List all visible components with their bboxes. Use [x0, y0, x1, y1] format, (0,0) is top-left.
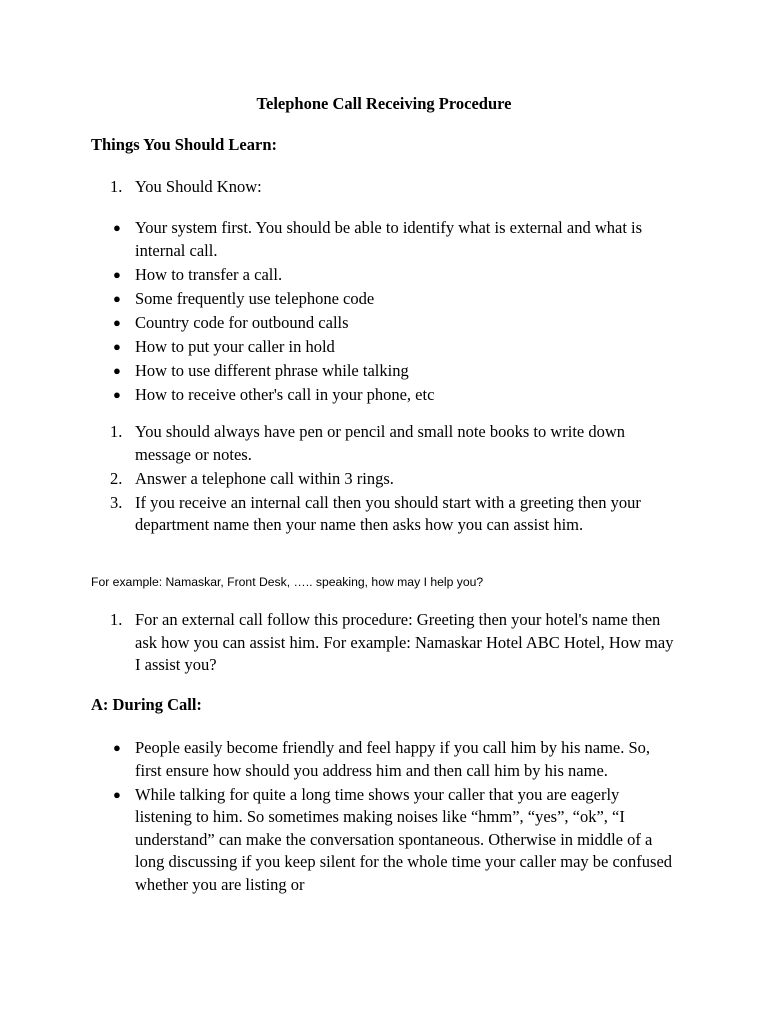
list-item — [0, 264, 680, 287]
list-item-text: If you receive an internal call then you should start with a greeting then your department name then your name then asks how you can assist him. — [135, 492, 641, 534]
list-item-text: People easily become friendly and feel happy if you call him by his name. So, first ensure how should you address him and then call him by his name. — [135, 738, 651, 780]
list-number: 3. — [110, 492, 123, 512]
example-note: For example: Namaskar, Front Desk, ….. speaking, how may I help you? — [91, 575, 484, 589]
list-external — [0, 609, 768, 678]
list-know — [0, 176, 768, 200]
list-item-text: Country code for outbound calls — [135, 312, 349, 332]
bullet-icon: ● — [113, 314, 121, 330]
list-item — [0, 312, 680, 335]
list-item-text: How to use different phrase while talking — [135, 360, 409, 380]
list-item — [0, 288, 680, 311]
list-number: 1. — [110, 422, 123, 441]
list-item — [0, 609, 680, 677]
bullet-icon: ● — [113, 290, 121, 306]
list-item — [0, 360, 680, 383]
list-item-text: You Should Know: — [135, 177, 262, 196]
bullet-icon: ● — [113, 740, 121, 755]
bullets-during — [0, 737, 768, 898]
list-item-text: For an external call follow this procedure: Greeting then your hotel's name then ask how you can assist him. For example: Namaskar Hotel ABC Hotel, How may I assist you? — [135, 610, 674, 674]
bullet-icon: ● — [113, 220, 121, 235]
list-item-text: Some frequently use telephone code — [135, 288, 375, 308]
list-item-text: How to transfer a call. — [135, 264, 283, 284]
bullets-know — [0, 217, 768, 408]
list-item — [0, 217, 680, 262]
section-heading-during: A: During Call: — [91, 695, 202, 714]
list-item-text: While talking for quite a long time shows your caller that you are eagerly listening to him. So sometimes making noises like “hmm”, “yes”, “ok”, “I understand” can make the conversation spontaneous. Otherwise in middle of a long discussing if you keep silent for the whole time your caller may be confused whether you are listing or — [135, 784, 673, 894]
page-title: Telephone Call Receiving Procedure — [256, 94, 512, 113]
list-item-text: Your system first. You should be able to identify what is external and what is internal call. — [135, 218, 643, 260]
list-item — [0, 384, 680, 407]
bullet-icon: ● — [113, 362, 121, 378]
list-item — [0, 468, 680, 491]
list-item-text: How to receive other's call in your phone, etc — [135, 384, 435, 404]
bullet-icon: ● — [113, 266, 121, 282]
section-heading-learn: Things You Should Learn: — [91, 135, 278, 154]
list-item — [0, 492, 680, 537]
list-number: 1. — [110, 610, 123, 629]
bullet-icon: ● — [113, 786, 121, 802]
list-number: 1. — [110, 177, 123, 196]
list-item-text: You should always have pen or pencil and small note books to write down message or notes. — [135, 422, 626, 464]
list-item — [0, 784, 680, 897]
list-steps — [0, 421, 768, 538]
list-item-text: Answer a telephone call within 3 rings. — [135, 468, 394, 488]
bullet-icon: ● — [113, 386, 121, 402]
list-number: 2. — [110, 468, 123, 488]
list-item — [0, 421, 680, 466]
bullet-icon: ● — [113, 338, 121, 354]
list-item-text: How to put your caller in hold — [135, 336, 335, 356]
list-item — [0, 336, 680, 359]
list-item — [0, 176, 680, 199]
list-item — [0, 737, 680, 782]
